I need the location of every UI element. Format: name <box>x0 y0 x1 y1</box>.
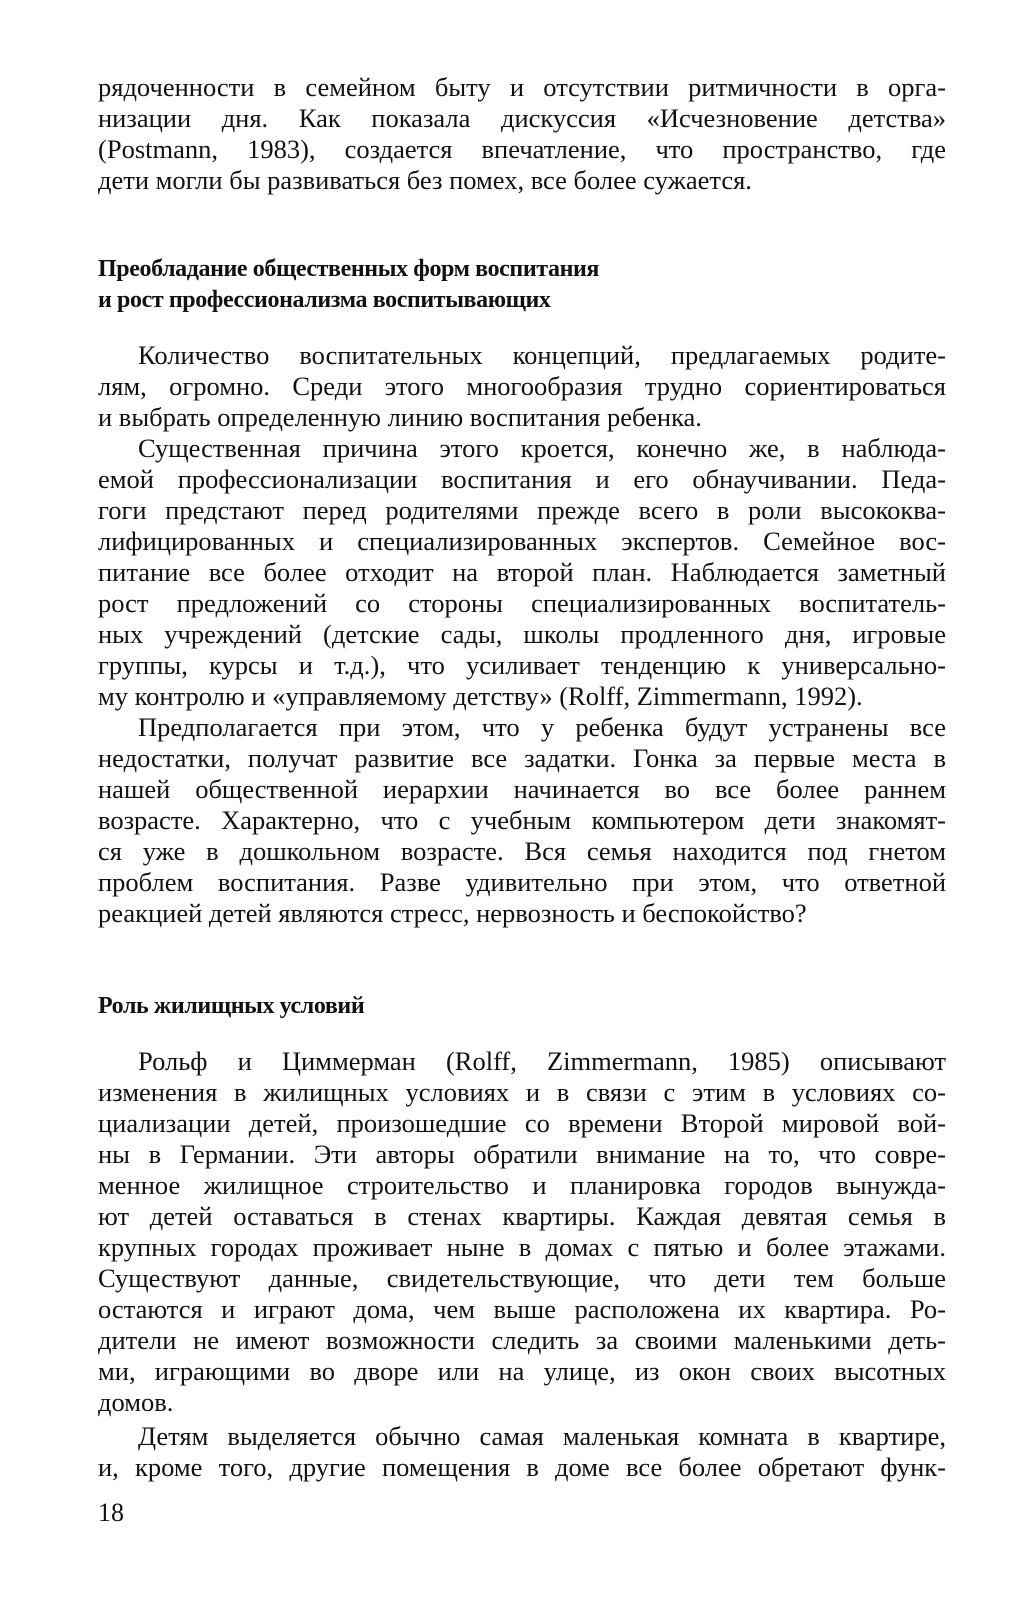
text-line: и, кроме того, другие помещения в доме все более обретают функ- <box>98 1452 946 1482</box>
text-line: ми, играющими во дворе или на улице, из окон своих высотных <box>98 1356 946 1386</box>
text-line: остаются и играют дома, чем выше расположена их квартира. Ро- <box>98 1294 946 1324</box>
text-line: Детям выделяется обычно самая маленькая комната в квартире, <box>138 1421 946 1451</box>
text-line: крупных городах проживает ныне в домах с пятью и более этажами. <box>98 1232 946 1262</box>
text-line: домов. <box>98 1387 174 1417</box>
text-line: низации дня. Как показала дискуссия «Исчезновение детства» <box>98 103 946 133</box>
text-line: менное жилищное строительство и планировка городов вынужда- <box>98 1170 946 1200</box>
heading-line: и рост профессионализма воспитывающих <box>98 287 551 313</box>
page-number: 18 <box>98 1498 124 1527</box>
text-line: возрасте. Характерно, что с учебным компьютером дети знакомят- <box>98 805 946 835</box>
heading-line: Преобладание общественных форм воспитания <box>98 256 600 282</box>
paragraph <box>98 1046 946 1418</box>
text-line: рядоченности в семейном быту и отсутствии ритмичности в орга- <box>98 72 946 102</box>
text-line: реакцией детей являются стресс, нервозность и беспокойство? <box>98 898 807 928</box>
text-line: группы, курсы и т.д.), что усиливает тенденцию к универсально- <box>98 650 946 680</box>
section-heading-housing <box>98 991 946 1022</box>
text-line: Существуют данные, свидетельствующие, что дети тем больше <box>98 1263 946 1293</box>
text-line: питание все более отходит на второй план. Наблюдается заметный <box>98 557 946 587</box>
text-line: Существенная причина этого кроется, конечно же, в наблюда- <box>138 433 946 463</box>
paragraph <box>98 340 946 433</box>
text-line: гоги предстают перед родителями прежде всего в роли высококва- <box>98 495 946 525</box>
text-line: нашей общественной иерархии начинается во все более раннем <box>98 774 946 804</box>
paragraph <box>98 1421 946 1483</box>
text-line: дети могли бы развиваться без помех, все более сужается. <box>98 165 752 195</box>
text-line: дители не имеют возможности следить за своими маленькими деть- <box>98 1325 946 1355</box>
heading-line: Роль жилищных условий <box>98 993 365 1019</box>
text-line: недостатки, получат развитие все задатки. Гонка за первые места в <box>98 743 946 773</box>
text-line: ся уже в дошкольном возрасте. Вся семья находится под гнетом <box>98 836 946 866</box>
text-line: циализации детей, произошедшие со времени Второй мировой вой- <box>98 1108 946 1138</box>
text-line: Количество воспитательных концепций, предлагаемых родите- <box>138 340 946 370</box>
text-line: и выбрать определенную линию воспитания ребенка. <box>98 402 702 432</box>
text-line: изменения в жилищных условиях и в связи с этим в условиях со- <box>98 1077 946 1107</box>
paragraph-continuation <box>98 72 946 196</box>
text-line: му контролю и «управляемому детству» (Rolff, Zimmermann, 1992). <box>98 681 863 711</box>
text-line: лифицированных и специализированных экспертов. Семейное вос- <box>98 526 946 556</box>
text-line: Предполагается при этом, что у ребенка будут устранены все <box>138 712 946 742</box>
section-heading-public-education <box>98 254 946 316</box>
paragraph <box>98 433 946 712</box>
text-line: рост предложений со стороны специализированных воспитатель- <box>98 588 946 618</box>
text-line: Рольф и Циммерман (Rolff, Zimmermann, 1985) описывают <box>138 1046 946 1076</box>
text-line: ных учреждений (детские сады, школы продленного дня, игровые <box>98 619 946 649</box>
text-line: (Postmann, 1983), создается впечатление, что пространство, где <box>98 134 946 164</box>
page-body <box>98 72 946 1483</box>
paragraph <box>98 712 946 929</box>
text-line: ны в Германии. Эти авторы обратили внимание на то, что совре- <box>98 1139 946 1169</box>
text-line: ют детей оставаться в стенах квартиры. Каждая девятая семья в <box>98 1201 946 1231</box>
text-line: проблем воспитания. Разве удивительно при этом, что ответной <box>98 867 946 897</box>
text-line: емой профессионализации воспитания и его обнаучивании. Педа- <box>98 464 946 494</box>
text-line: лям, огромно. Среди этого многообразия трудно сориентироваться <box>98 371 946 401</box>
